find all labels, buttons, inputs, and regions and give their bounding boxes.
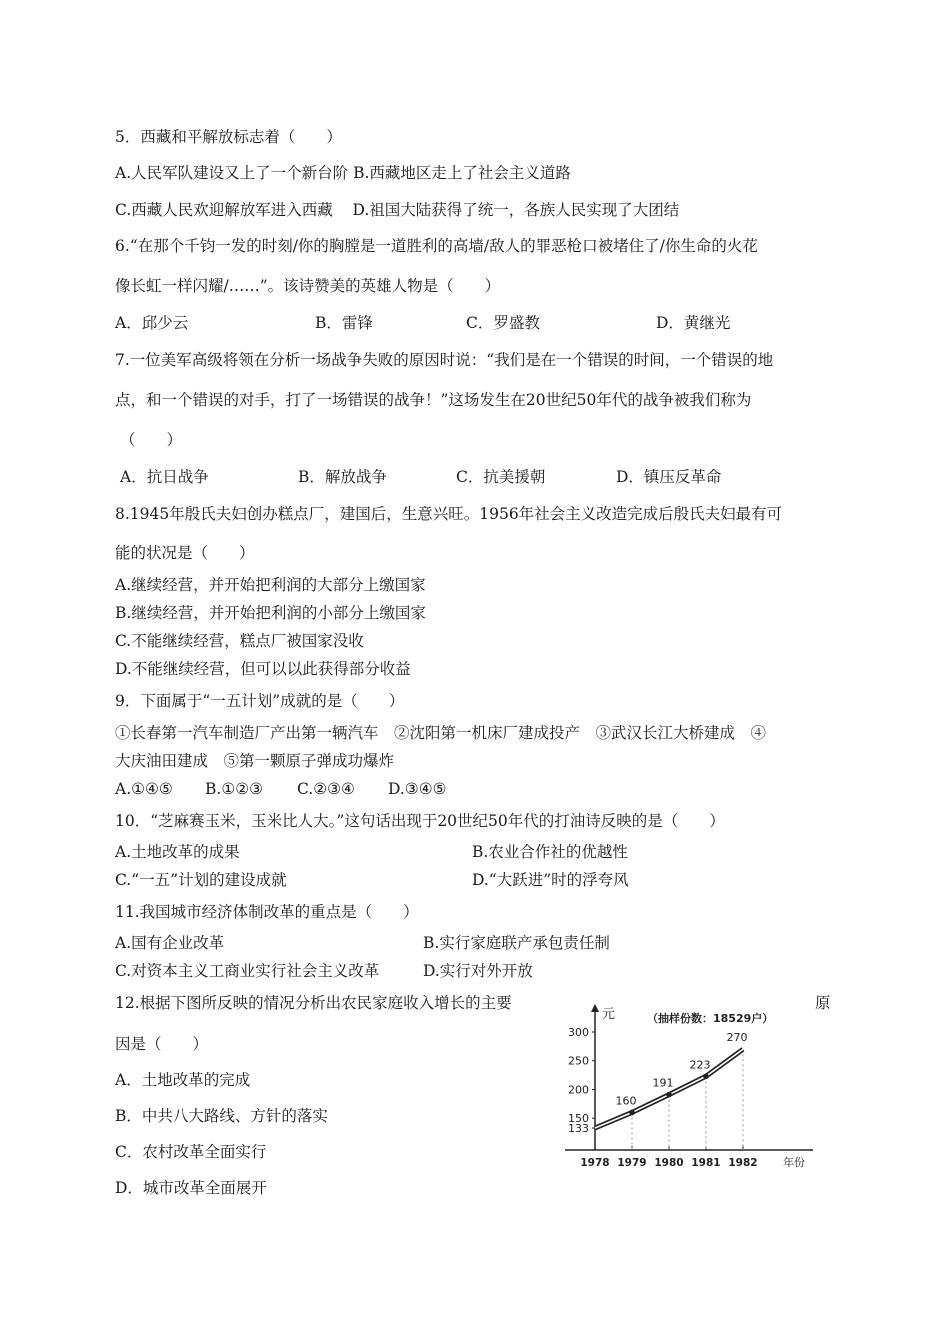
q8-option-d: D.不能继续经营，但可以以此获得部分收益 (115, 660, 411, 678)
q9-option-d: D.③④⑤ (388, 780, 447, 798)
q11-option-c: C.对资本主义工商业实行社会主义改革 (115, 962, 380, 980)
x-tick-label: 1980 (654, 1157, 684, 1169)
q10-option-c: C.“一五”计划的建设成就 (115, 871, 287, 889)
q11-option-a: A.国有企业改革 (115, 934, 225, 952)
x-tick-label: 1978 (580, 1157, 610, 1169)
y-tick-label: 250 (568, 1054, 589, 1068)
q7-option-d: D．镇压反革命 (616, 468, 722, 486)
q12-option-c: C．农村改革全面实行 (115, 1143, 267, 1161)
q9-items-line-2: 大庆油田建成 ⑤第一颗原子弹成功爆炸 (115, 752, 395, 770)
chart-title: （抽样份数：18529户） (647, 1012, 774, 1025)
q10-option-d: D.“大跃进”时的浮夸风 (472, 871, 629, 889)
y-tick-label: 150 (568, 1112, 589, 1126)
q5-option-a: A.人民军队建设又上了一个新台阶 (115, 164, 349, 182)
y-axis-arrow (591, 1004, 599, 1012)
q5-option-b: B.西藏地区走上了社会主义道路 (353, 164, 571, 182)
q8-option-c: C.不能继续经营，糕点厂被国家没收 (115, 632, 364, 650)
q9-stem: 9．下面属于“一五计划”成就的是（ ） (115, 692, 405, 710)
q7-stem-line-3: （ ） (120, 431, 183, 449)
q6-option-b: B．雷锋 (315, 314, 373, 332)
q10-stem: 10．“芝麻赛玉米，玉米比人大。”这句话出现于20世纪50年代的打油诗反映的是（ ） (115, 812, 725, 830)
q5-options-row-2 (115, 200, 679, 220)
q7-stem-line-1: 7.一位美军高级将领在分析一场战争失败的原因时说：“我们是在一个错误的时间，一个错误的地 (115, 351, 774, 369)
q8-option-a: A.继续经营，并开始把利润的大部分上缴国家 (115, 576, 426, 594)
q12-stem-line-1: 12.根据下图所反映的情况分析出农民家庭收入增长的主要 (115, 994, 512, 1012)
data-point (666, 1092, 672, 1098)
q6-stem-line-1: 6.“在那个千钧一发的时刻/你的胸膛是一道胜利的高墙/敌人的罪恶枪口被堵住了/你生命的火花 (115, 237, 758, 255)
data-label: 160 (615, 1094, 637, 1108)
q12-option-d: D．城市改革全面展开 (115, 1179, 267, 1197)
q11-option-d: D.实行对外开放 (423, 962, 533, 980)
y-tick-label: 200 (568, 1083, 589, 1097)
q5-stem: 5．西藏和平解放标志着（ ） (115, 128, 342, 146)
q8-option-b: B.继续经营，并开始把利润的小部分上缴国家 (115, 604, 426, 622)
y-tick-label: 133 (568, 1122, 589, 1135)
income-line-chart (555, 1000, 825, 1170)
y-axis-label: 元 (602, 1007, 616, 1022)
x-tick-label: 1979 (617, 1157, 647, 1169)
q7-stem-line-2: 点，和一个错误的对手，打了一场错误的战争！”这场发生在20世纪50年代的战争被我们称为 (115, 391, 752, 409)
q9-option-b: B.①②③ (205, 780, 264, 798)
q12-option-b: B．中共八大路线、方针的落实 (115, 1107, 328, 1125)
q6-option-d: D．黄继光 (656, 314, 731, 332)
q7-option-c: C．抗美援朝 (456, 468, 546, 486)
q8-stem-line-1: 8.1945年殷氏夫妇创办糕点厂，建国后，生意兴旺。1956年社会主义改造完成后殷氏夫妇最有可 (115, 505, 783, 523)
y-tick-label: 300 (568, 1026, 589, 1039)
q10-option-a: A.土地改革的成果 (115, 843, 240, 861)
q11-stem: 11.我国城市经济体制改革的重点是（ ） (115, 903, 419, 921)
q5-option-d: D.祖国大陆获得了统一，各族人民实现了大团结 (352, 201, 680, 219)
q6-option-c: C．罗盛教 (466, 314, 540, 332)
data-point (703, 1073, 709, 1079)
q9-items-line-1: ①长春第一汽车制造厂产出第一辆汽车 ②沈阳第一机床厂建成投产 ③武汉长江大桥建成 ④ (115, 724, 767, 742)
q11-option-b: B.实行家庭联产承包责任制 (423, 934, 610, 952)
q10-option-b: B.农业合作社的优越性 (472, 843, 628, 861)
data-point (629, 1110, 635, 1116)
data-label: 191 (652, 1076, 674, 1090)
q12-stem-line-1-end: 原 (815, 994, 831, 1012)
x-axis-label: 年份 (783, 1156, 805, 1169)
q6-stem-line-2: 像长虹一样闪耀/……”。该诗赞美的英雄人物是（ ） (115, 277, 501, 295)
data-label: 270 (726, 1031, 748, 1045)
q12-option-a: A．土地改革的完成 (115, 1071, 251, 1089)
q8-stem-line-2: 能的状况是（ ） (115, 544, 255, 562)
q12-stem-line-2: 因是（ ） (115, 1035, 209, 1053)
q7-option-a: A．抗日战争 (120, 468, 209, 486)
q9-option-c: C.②③④ (297, 780, 355, 798)
q5-options-row-1 (115, 163, 571, 183)
x-tick-label: 1982 (728, 1157, 758, 1169)
q6-option-a: A．邱少云 (115, 314, 189, 332)
data-label: 223 (689, 1058, 711, 1072)
x-tick-label: 1981 (691, 1157, 721, 1169)
q9-option-a: A.①④⑤ (115, 780, 173, 798)
q7-option-b: B．解放战争 (298, 468, 387, 486)
q5-option-c: C.西藏人民欢迎解放军进入西藏 (115, 201, 333, 219)
